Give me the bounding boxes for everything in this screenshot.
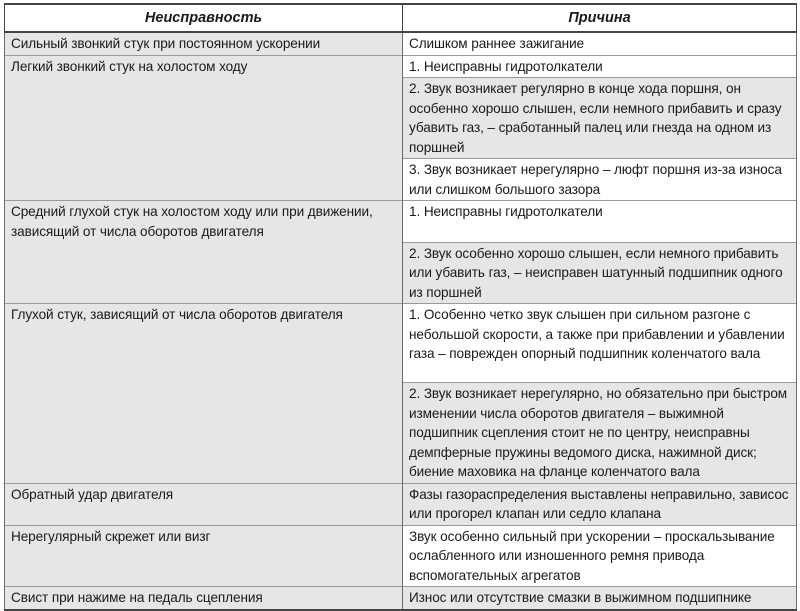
fault-cell — [5, 78, 403, 159]
cause-cell: 1. Неисправны гидротолкатели — [403, 55, 797, 78]
table-row — [5, 201, 797, 243]
table-row — [5, 242, 797, 304]
cause-cell: 2. Звук возникает нерегулярно, но обязательно при быстром изменении числа оборотов двигателя – выжимной подшипник сцепления стоит не по центру, неисправны демпферные пружины ведомого диска, нажимной диск; биение маховика на фланце коленчатого вала — [403, 383, 797, 484]
cause-cell: 2. Звук возникает регулярно в конце хода поршня, он особенно хорошо слышен, если немного прибавить и сразу убавить газ, – сработанный палец или гнезда на одном из поршней — [403, 78, 797, 159]
cause-cell: Фазы газораспределения выставлены неправильно, зависос или прогорел клапан или седло клапана — [403, 483, 797, 525]
table-row — [5, 55, 797, 78]
header-fault: Неисправность — [5, 4, 403, 32]
fault-cell: Средний глухой стук на холостом ходу или при движении, зависящий от числа оборотов двигателя — [5, 201, 403, 243]
table-row — [5, 483, 797, 525]
fault-cell: Сильный звонкий стук при постоянном ускорении — [5, 32, 403, 55]
fault-table-container — [4, 3, 796, 611]
cause-cell: 2. Звук особенно хорошо слышен, если немного прибавить или убавить газ, – неисправен шатунный подшипник одного из поршней — [403, 242, 797, 304]
table-row — [5, 525, 797, 587]
fault-cause-table — [4, 3, 797, 611]
table-row — [5, 78, 797, 159]
fault-cell: Нерегулярный скрежет или визг — [5, 525, 403, 587]
fault-cell: Глухой стук, зависящий от числа оборотов двигателя — [5, 304, 403, 383]
fault-cell: Обратный удар двигателя — [5, 483, 403, 525]
cause-cell: 1. Особенно четко звук слышен при сильном разгоне с небольшой скорости, а также при прибавлении и убавлении газа – поврежден опорный подшипник коленчатого вала — [403, 304, 797, 383]
header-cause: Причина — [403, 4, 797, 32]
table-row — [5, 383, 797, 484]
fault-cell — [5, 383, 403, 484]
table-row — [5, 587, 797, 610]
cause-cell: Износ или отсутствие смазки в выжимном подшипнике — [403, 587, 797, 610]
table-header-row — [5, 4, 797, 32]
fault-cell — [5, 242, 403, 304]
fault-cell: Свист при нажиме на педаль сцепления — [5, 587, 403, 610]
table-row — [5, 304, 797, 383]
table-row — [5, 159, 797, 201]
fault-cell — [5, 159, 403, 201]
table-row — [5, 32, 797, 55]
cause-cell: 1. Неисправны гидротолкатели — [403, 201, 797, 243]
cause-cell: 3. Звук возникает нерегулярно – люфт поршня из-за износа или слишком большого зазора — [403, 159, 797, 201]
fault-cell: Легкий звонкий стук на холостом ходу — [5, 55, 403, 78]
cause-cell: Звук особенно сильный при ускорении – проскальзывание ослабленного или изношенного ремня привода вспомогательных агрегатов — [403, 525, 797, 587]
cause-cell: Слишком раннее зажигание — [403, 32, 797, 55]
